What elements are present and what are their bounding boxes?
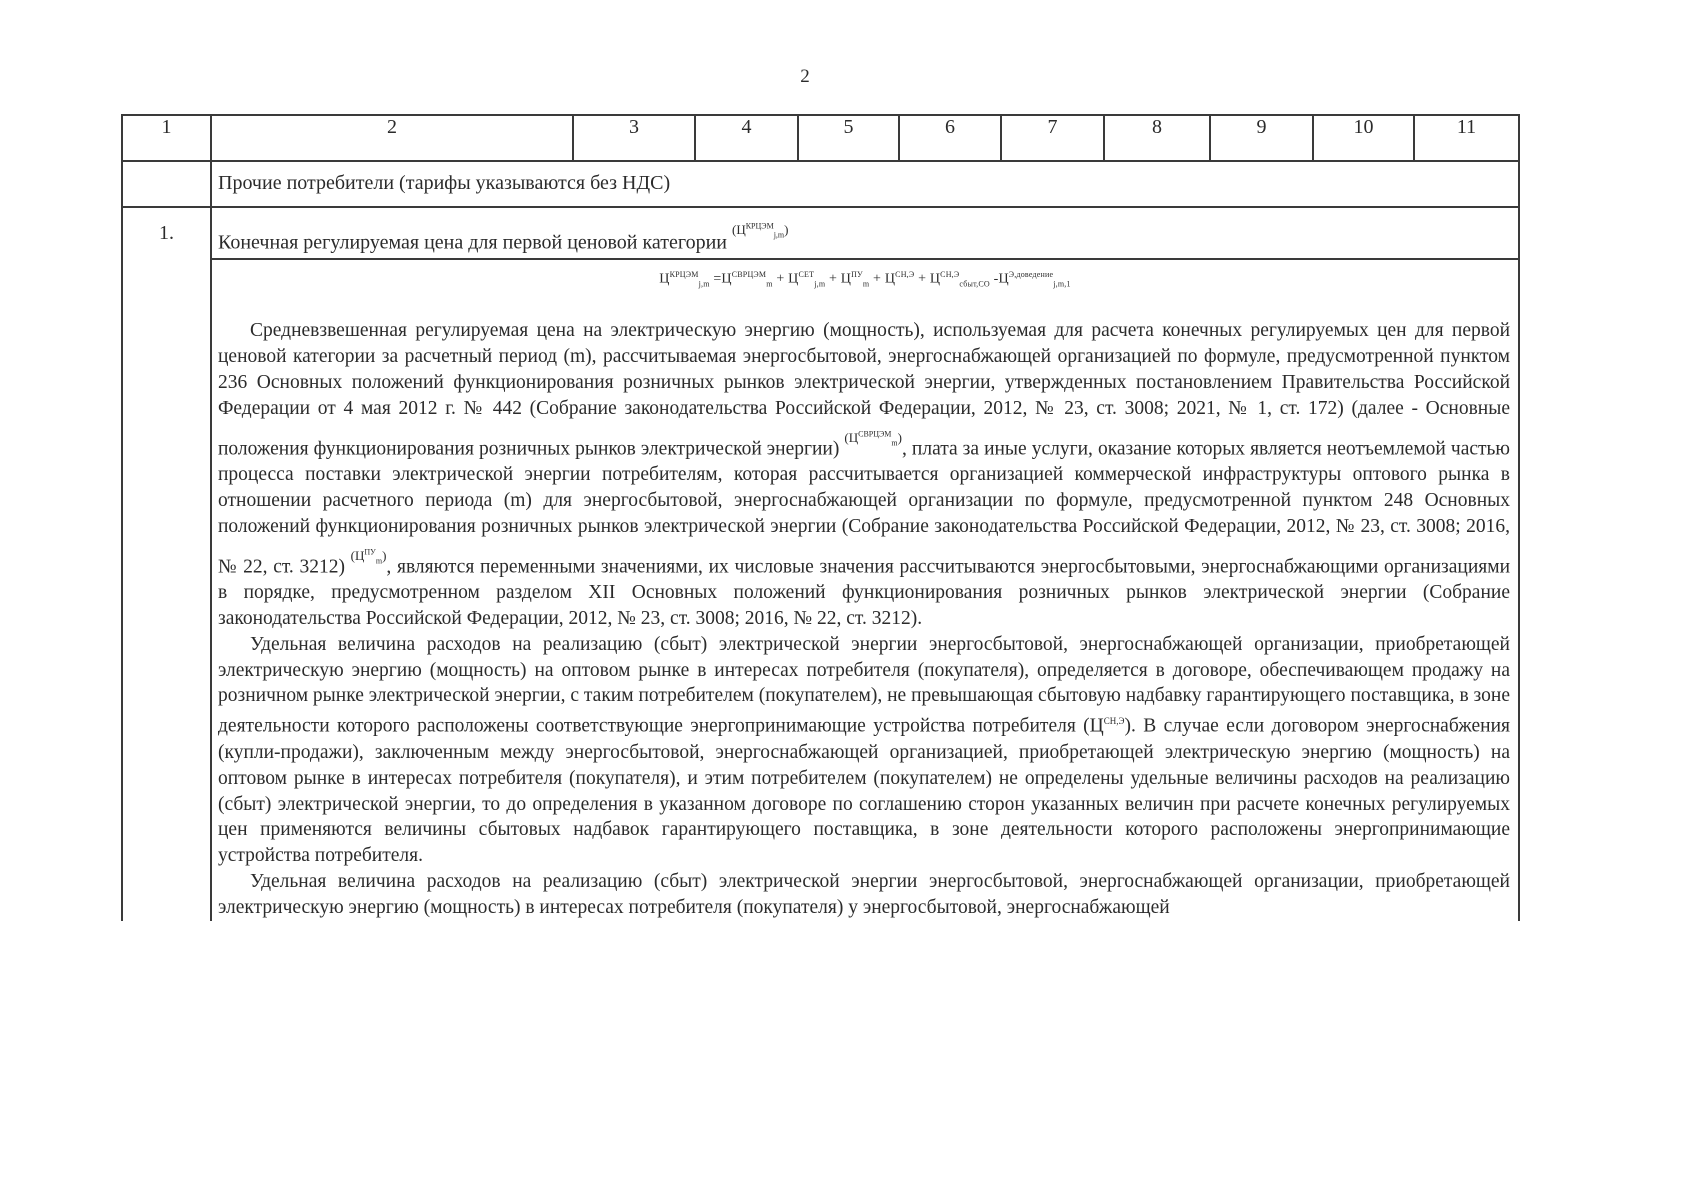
paragraph-3: Удельная величина расходов на реализацию (сбыт) электрической энергии энергосбытовой, энергоснабжающей организации, приобретающей электрическую энергию (мощность) в интересах потребителя (покупателя) у энергосбытовой, энергоснабжающей	[218, 871, 1510, 919]
item-body-text	[212, 318, 1518, 921]
column-header: 1	[122, 115, 211, 161]
price-formula: $Ц^{КРЦЭМ}_{j,m} =Ц^{СВРЦЭМ}_m + Ц^{СЕТ}_{j,m} + Ц^{ПУ}_m + Ц^{СН,Э} + Ц^{СН,Э}_{сбыт,СО}$ $-Ц^{Э,доведение}_{j,m,1}$	[659, 270, 1071, 289]
column-header: 9	[1210, 115, 1313, 161]
column-header: 5	[798, 115, 899, 161]
svrcem-symbol: (ЦСВРЦЭМm)	[844, 429, 902, 448]
column-header: 3	[573, 115, 695, 161]
tariff-table	[121, 114, 1520, 921]
item-content-cell	[211, 259, 1519, 921]
item-row	[122, 207, 1519, 259]
column-header: 11	[1414, 115, 1519, 161]
category-row	[122, 161, 1519, 207]
column-header-row	[122, 115, 1519, 161]
price-symbol: (ЦКРЦЭМj,m)	[732, 222, 789, 240]
paragraph-1: Средневзвешенная регулируемая цена на электрическую энергию (мощность), используемая для расчета конечных регулируемых цен для первой ценовой категории за расчетный период (m), рассчитываемая энергосбытовой, энергоснабжающей организацией по формуле, предусмотренной пунктом 236 Основных положений функционирования розничных рынков электрической энергии, утвержденных постановлением Правительства Российской Федерации от 4 мая 2012 г. № 442 (Собрание законодательства Российской Федерации, 2012, № 23, ст. 3008; 2021, № 1, ст. 172) (далее - Основные положения функционирования розничных рынков электрической энергии) $^{(Ц^{СВРЦЭМ}_m)}$, плата за иные услуги, оказание которых является неотъемлемой частью процесса поставки электрической энергии потребителям, которая рассчитывается организацией коммерческой инфраструктуры оптового рынка в отношении расчетного периода (m) для энергосбытовой, энергоснабжающей организации по формуле, предусмотренной пунктом 248 Основных положений функционирования розничных рынков электрической энергии (Собрание законодательства Российской Федерации, 2012, № 23, ст. 3008; 2016, № 22, ст. 3212) $^{(Ц^{ПУ}_m)}$, являются переменными значениями, их числовые значения рассчитываются энергосбытовыми, энергоснабжающими организациями в порядке, предусмотренном разделом XII Основных положений функционирования розничных рынков электрической энергии (Собрание законодательства Российской Федерации, 2012, № 23, ст. 3008; 2016, № 22, ст. 3212).	[218, 320, 1511, 629]
pu-symbol: (ЦПУm)	[350, 547, 387, 566]
column-header: 2	[211, 115, 573, 161]
column-header: 10	[1313, 115, 1414, 161]
column-header: 4	[695, 115, 798, 161]
category-label: Прочие потребители (тарифы указываются без НДС)	[218, 172, 671, 194]
column-header: 8	[1104, 115, 1210, 161]
item-title-cell	[211, 207, 1519, 259]
item-title: Конечная регулируемая цена для первой ценовой категории	[218, 231, 727, 254]
item-index: 1.	[122, 207, 211, 921]
item-content-row	[122, 259, 1519, 921]
column-header: 6	[899, 115, 1001, 161]
paragraph-2: Удельная величина расходов на реализацию (сбыт) электрической энергии энергосбытовой, энергоснабжающей организации, приобретающей электрическую энергию (мощность) на оптовом рынке в интересах потребителя (покупателя), определяется в договоре, обеспечивающем продажу на розничном рынке электрической энергии, с таким потребителем (покупателем), не превышающая сбытовую надбавку гарантирующего поставщика, в зоне деятельности которого расположены соответствующие энергопринимающие устройства потребителя $(Ц^{СН,Э})$. В случае если договором энергоснабжения (купли-продажи), заключенным между энергосбытовой, энергоснабжающей организацией, приобретающей электрическую энергию (мощность) на оптовом рынке в интересах потребителя (покупателя), и этим потребителем (покупателем) не определены удельные величины расходов на реализацию (сбыт) электрической энергии, то до определения в указанном договоре по соглашению сторон указанных величин при расчете конечных регулируемых цен применяются величины сбытовых надбавок гарантирующего поставщика, в зоне деятельности которого расположены энергопринимающие устройства потребителя.	[218, 633, 1510, 867]
page-number: 2	[800, 66, 810, 87]
column-header: 7	[1001, 115, 1104, 161]
